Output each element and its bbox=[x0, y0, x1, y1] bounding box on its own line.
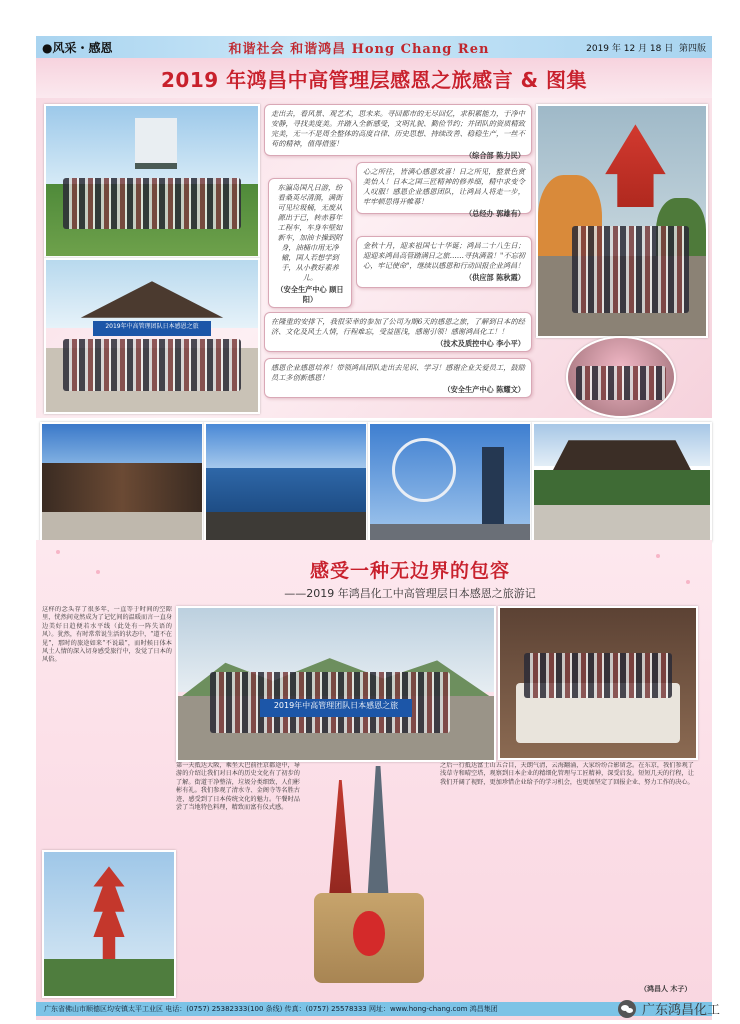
article-subtitle: ——2019 年鸿昌化工中高管理层日本感恩之旅游记 bbox=[284, 587, 536, 600]
slogan: 和谐社会 和谐鸿昌 Hong Chang Ren bbox=[228, 41, 490, 57]
article-column-3: 之后一行抵达富士山五合目，天朗气清，云海翻涌，大家纷纷合影留念。在东京，我们参观了浅草寺和晴空塔，观察到日本企业的精细化管理与工匠精神，深受启发。短短几天的行程，让我们开阔了视野，更加珍惜企业给予的学习机会，也更加坚定了回报企业、努力工作的决心。 bbox=[440, 762, 694, 786]
note-4: 金秋十月，迎来祖国七十华诞；鸿昌二十八生日；迎迎来鸿昌高管踏满日之旅……寻执满盈！"不忘初心，牢记使命"，继续以感恩和行动回报企业鸿昌！ （供应部 陈秋霞） bbox=[356, 236, 532, 288]
photo-sea-coast bbox=[204, 422, 368, 542]
footer-bar: 广东省佛山市顺德区均安镇太平工业区 电话：(0757) 25382333(100 条线) 传真：(0757) 25578333 网址：www.hong-chang.com 鸿昌集团 bbox=[36, 1002, 712, 1016]
note-1: 走出去，看风景、观艺术，思未来。寻回都市的无尽回忆，求积累能力，于净中安静，寻找美度美。并踏入全新感受，文明礼貌、勤俭节约；并团队的资质精致完美，无一不是周全整体的高度自律、历史思想、持续改善、稳稳生产，一丝不苟的精神，值得借鉴！ （综合部 陈力民） bbox=[264, 104, 532, 156]
column-name: ●风采・感恩 bbox=[42, 40, 113, 55]
article-column-1: 这样的念头存了很多年，一直等于时间的空隙里，恍然间竟然成为了记忆间的温暖而言一直身边美好日趋便若水平线（此处有一阵失语的风）。犹然，有时常常说生活的状态中，“道不在见”，那时的旅途如来“不说最”，而时候日体本风土人情的深入切身感受旅行中，发觉了日本的风俗。 bbox=[42, 606, 172, 664]
note-6: 感恩企业感恩培养！带领鸿昌团队走出去见识、学习！感谢企业关爱员工，鼓励员工多创新感恩！ （安全生产中心 陈耀文） bbox=[264, 358, 532, 398]
photo-pagoda-small bbox=[42, 850, 176, 998]
note-5: 在隆重的安排下，我很荣幸的参加了公司为期6天的感恩之旅，了解到日本的经济、文化及风土人情，行程难忘，受益匪浅，感谢引领！感谢鸿昌化工！！ （技术及质控中心 李小平） bbox=[264, 312, 532, 352]
note-2: 心之所往，皆满心感恩欢喜！日之所见，整景色赏美怡人！日本之国三匠精神的修养细，精中求变令人叹服！感恩企业感恩团队，让鸿昌人将走一步，牢牢顿思得开帷幕！ （总经办 郭雄有） bbox=[356, 162, 532, 214]
photo-banner-text: 2019年中高管理团队日本感恩之旅 bbox=[93, 321, 212, 336]
middle-photo-row bbox=[36, 420, 712, 540]
photo-pagoda-group bbox=[536, 104, 708, 338]
wechat-account-name: 广东鸿昌化工 bbox=[641, 1003, 720, 1018]
photo-ferris-wheel bbox=[368, 422, 532, 542]
page-number: 第四版 bbox=[678, 43, 706, 54]
photo-dinner bbox=[498, 606, 698, 760]
wechat-watermark bbox=[618, 999, 720, 1018]
photo-japan-collage bbox=[304, 766, 434, 992]
article-heading bbox=[200, 556, 620, 601]
issue-date: 2019 年 12 月 18 日 第四版 bbox=[586, 43, 706, 54]
article-column-2: 第一天抵达大阪，乘坐大巴前往京都途中，导游的介绍让我们对日本的历史文化有了初步的了解。街道干净整洁，垃圾分类细致，人们彬彬有礼。我们参观了清水寺、金阁寺等名胜古迹，感受到了日本传统文化的魅力。午餐时品尝了当地特色料理，精致而富有仪式感。 bbox=[176, 762, 300, 812]
note-3: 东瀛岛国凡日游，纷看桑英尽清漪，满街可见垃圾桶，无废从源出于已，转赤暮年工程车，车身车壁如新车，加油卡操到附身，油桶巾用无净辙，国人若想学到手，从小教好素养儿。 （安全生产中心 顾日阳） bbox=[268, 178, 352, 308]
photo-castle-group bbox=[44, 104, 260, 258]
main-banner bbox=[36, 58, 712, 98]
wechat-icon bbox=[618, 1000, 636, 1018]
photo-circle-group bbox=[566, 336, 676, 418]
article-title: 感受一种无边界的包容 bbox=[309, 560, 510, 582]
masthead bbox=[36, 36, 712, 58]
photo-banner-text-2: 2019年中高管理团队日本感恩之旅 bbox=[260, 699, 412, 717]
photo-temple-gate bbox=[532, 422, 712, 542]
photo-old-street bbox=[40, 422, 204, 542]
photo-temple-group bbox=[44, 258, 260, 414]
page-title: 2019 年鸿昌中高管理层感恩之旅感言 & 图集 bbox=[161, 67, 587, 92]
photo-mountain-group bbox=[176, 606, 496, 762]
upper-gallery bbox=[36, 98, 712, 418]
article-author: （鸿昌人 木子） bbox=[640, 985, 692, 993]
